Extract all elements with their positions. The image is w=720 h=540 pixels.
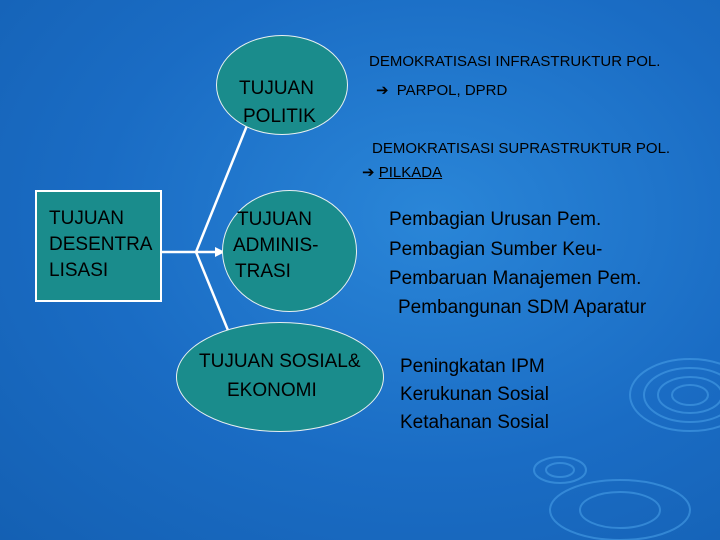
tujuan-sosial-ekonomi-node — [176, 322, 384, 432]
tujuan-administrasi-node — [222, 190, 357, 312]
supra-detail: PILKADA — [378, 164, 443, 181]
box-line-1: TUJUAN — [49, 208, 124, 229]
box-line-2: DESENTRA — [49, 234, 153, 255]
arrow-right-icon: ➔ — [376, 82, 389, 99]
politik-line-1: TUJUAN — [239, 78, 314, 99]
tujuan-desentralisasi-box — [35, 190, 162, 302]
supra-title: DEMOKRATISASI SUPRASTRUKTUR POL. — [372, 140, 671, 157]
arrow-right-icon: ➔ — [362, 164, 375, 181]
sosial-line-1: TUJUAN SOSIAL& — [199, 351, 361, 372]
administrasi-line-1: TUJUAN — [237, 209, 312, 230]
tujuan-politik-node — [216, 35, 348, 135]
sosial-item-1: Peningkatan IPM — [400, 356, 545, 377]
supra-line — [362, 163, 442, 181]
infra-detail: PARPOL, DPRD — [396, 82, 508, 99]
sosial-line-2: EKONOMI — [227, 380, 317, 401]
administrasi-item-2: Pembagian Sumber Keu- — [389, 239, 603, 260]
administrasi-item-3: Pembaruan Manajemen Pem. — [389, 268, 642, 289]
infra-line — [376, 81, 507, 99]
sosial-item-2: Kerukunan Sosial — [400, 384, 549, 405]
administrasi-item-1: Pembagian Urusan Pem. — [389, 209, 602, 230]
politik-line-2: POLITIK — [243, 106, 316, 127]
administrasi-line-2: ADMINIS- — [233, 235, 319, 256]
administrasi-item-4: Pembangunan SDM Aparatur — [398, 297, 647, 318]
administrasi-line-3: TRASI — [235, 261, 291, 282]
box-line-3: LISASI — [49, 260, 109, 281]
infra-title: DEMOKRATISASI INFRASTRUKTUR POL. — [369, 53, 661, 70]
sosial-item-3: Ketahanan Sosial — [400, 412, 549, 433]
